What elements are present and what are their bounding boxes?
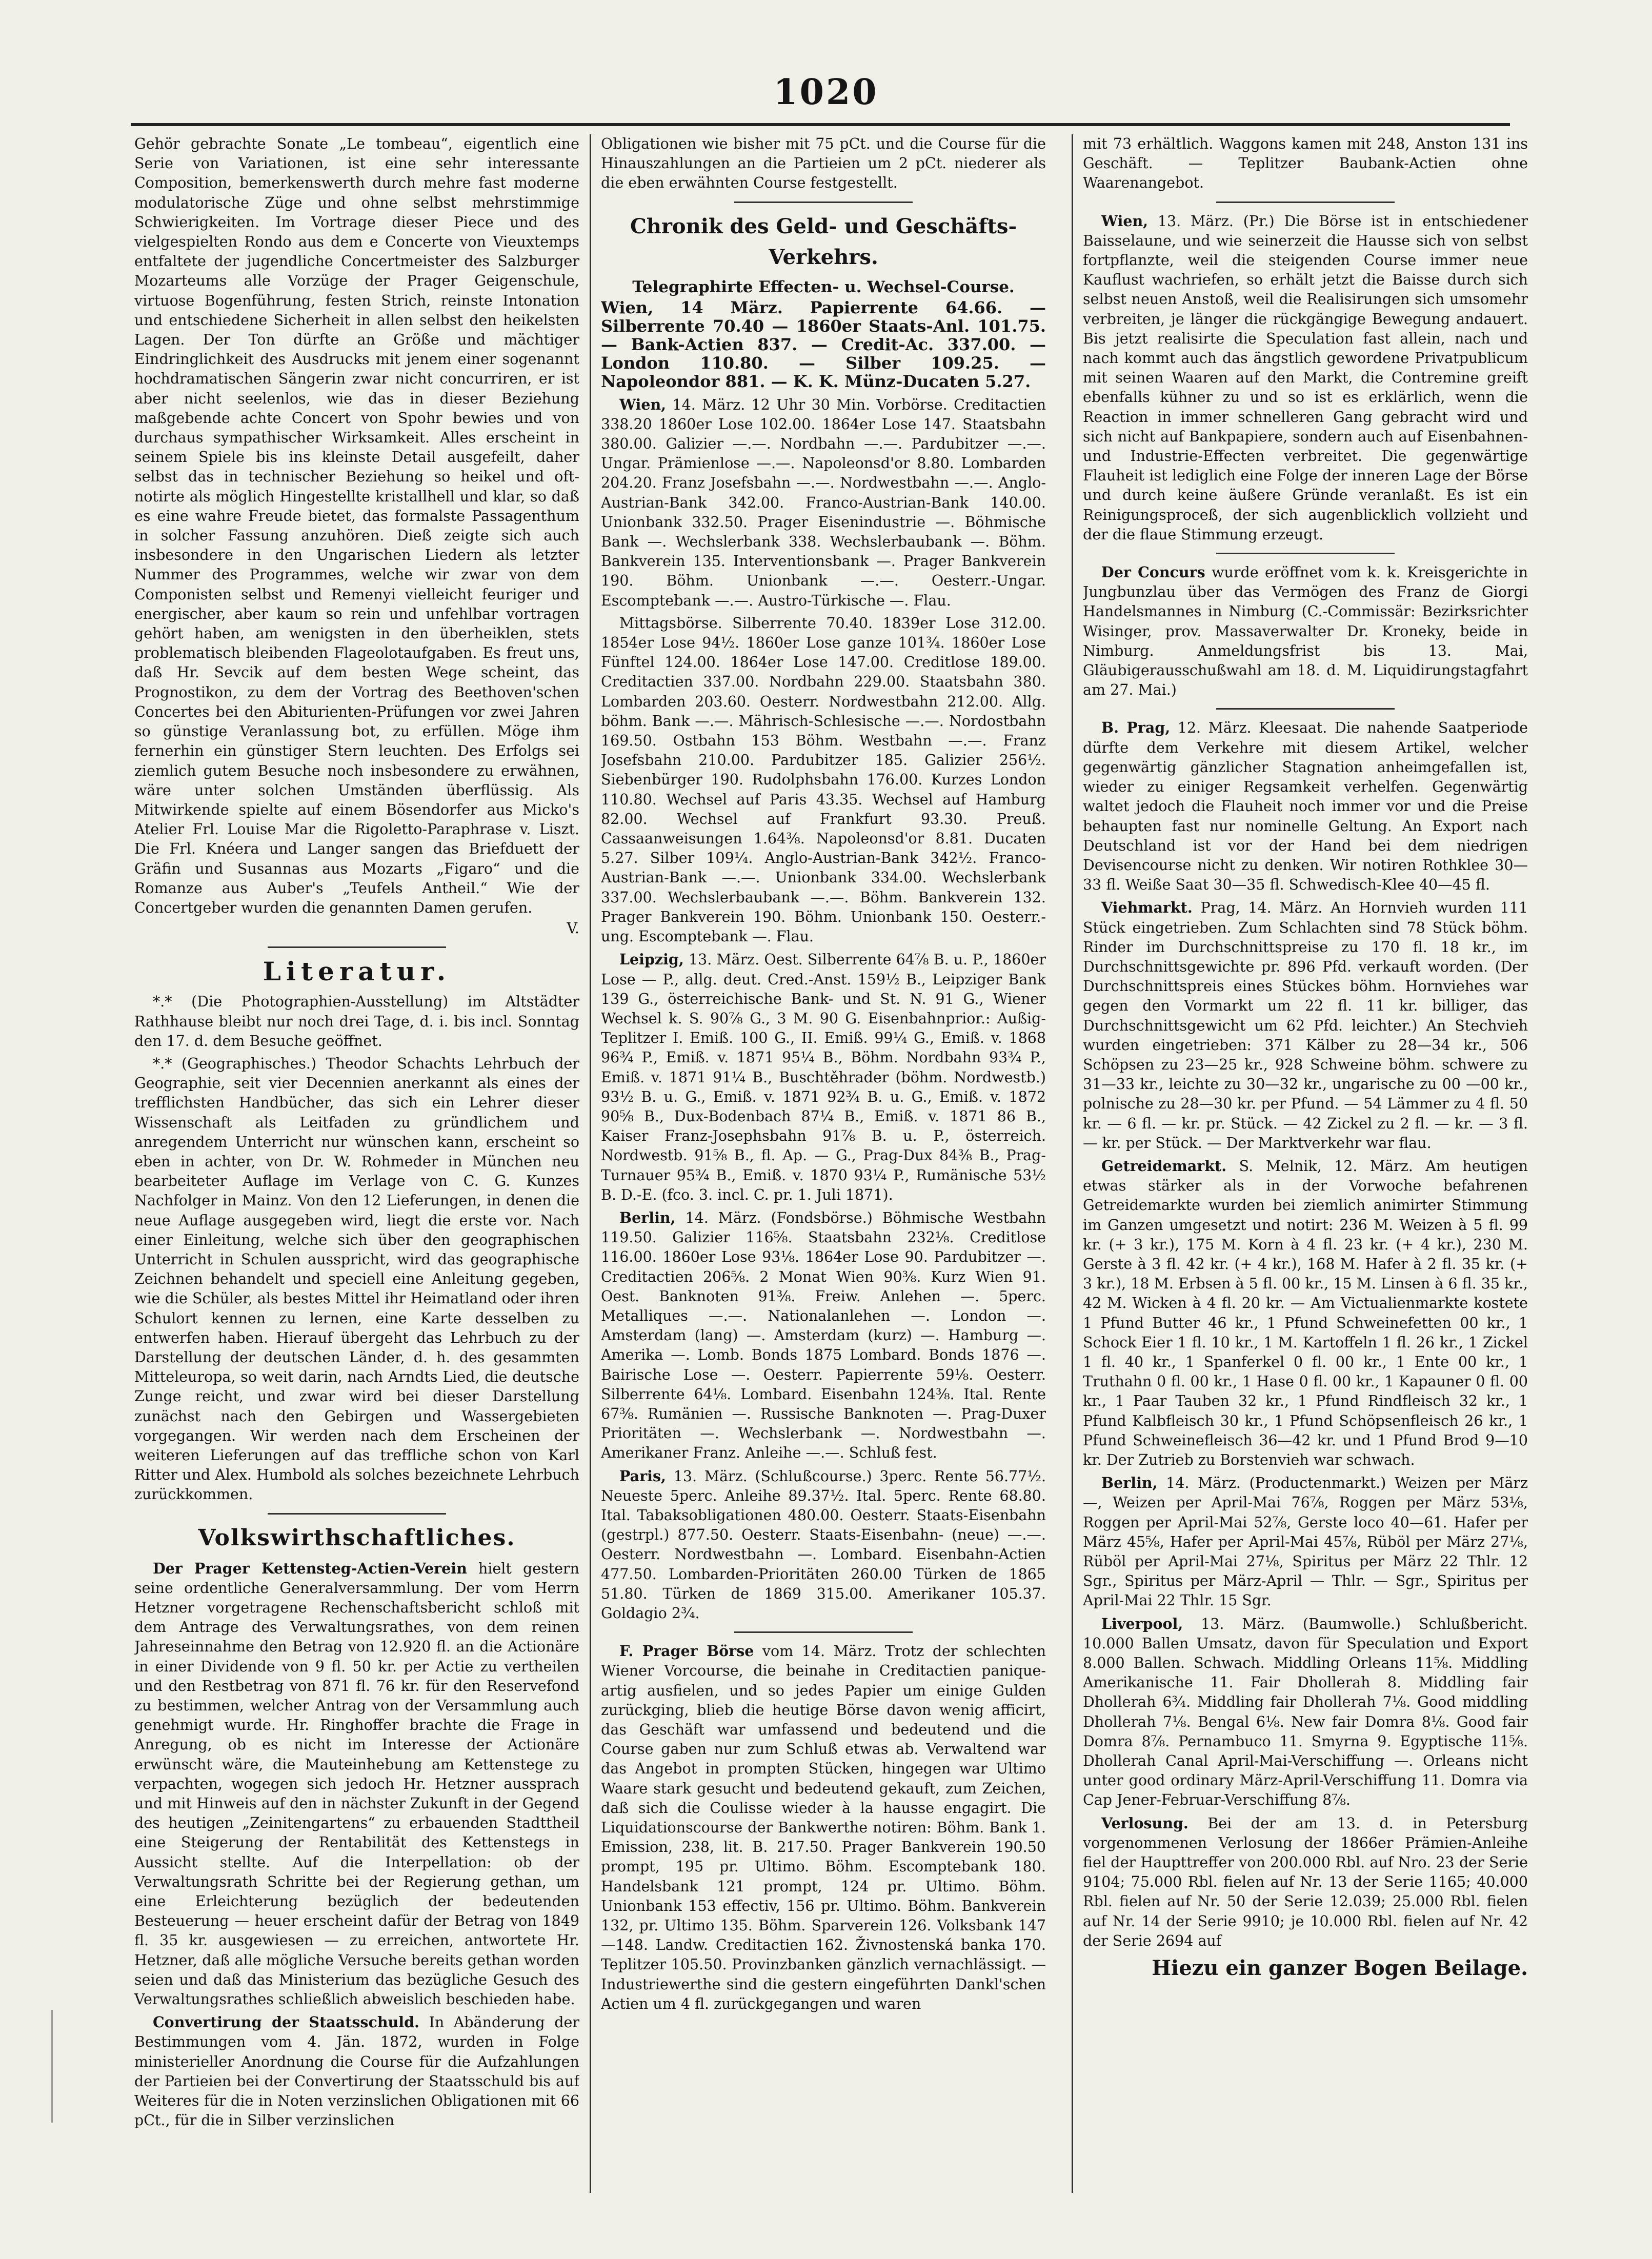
column-2 [601,134,1046,2198]
liverpool-heading: Liverpool, [1101,1615,1183,1632]
paris-courses: 13. März. (Schlußcourse.) 3perc. Rente 56.77½. Neueste 5perc. Anleihe 89.37½. Ital. 5perc. Rente 68.80. Ital. Tabaksobligationen 480.00. Oesterr. Staats-Eisenbahn (gestrpl.) 877.50. Oesterr. Staats-Eisenbahn- (neue) —.—. Oesterr. Nordwestbahn —. Lombard. Eisenbahn-Actien 477.50. Lombarden-Prioritäten 260.00 Türken de 1865 51.80. Türken de 1869 315.00. Amerikaner 105.37. Goldagio 2¾. [601,1467,1046,1622]
berlin-producten-heading: Berlin, [1101,1474,1158,1492]
berlin-heading: Berlin, [619,1208,676,1226]
leipzig-heading: Leipzig, [619,951,684,969]
viehmarkt-text: Prag, 14. März. An Hornvieh wurden 111 Stück eingetrieben. Zum Schlachten sind 78 Stück böhm. Rinder im Durchschnittspreise zu 170 fl. 18 kr., im Durchschnittsgewichte pr. 896 Pfd. verkauft worden. (Der Durchschnittspreis eines Stückes böhm. Hornviehes war gegen den Vormarkt um 22 fl. 11 kr. billiger, das Durchschnittsgewicht um 62 Pfd. leichter.) An Stechvieh wurden eingetrieben: 371 Kälber zu 28—34 kr., 506 Schöpsen zu 23—25 kr., 928 Schweine böhm. schwere zu 31—33 kr., leichte zu 30—32 kr., ungarische zu 00 —00 kr., polnische zu 28—30 kr. per Pfund. — 54 Lämmer zu 4 fl. 50 kr. — 6 fl. — kr. pr. Stück. — 42 Zickel zu 2 fl. — kr. — 3 fl. — kr. per Stück. — Der Marktverkehr war flau. [1083,899,1528,1152]
divider [268,946,446,948]
kettensteg-heading: Der Prager Kettensteg-Actien-Verein [153,1559,467,1577]
divider [1216,201,1394,203]
verlosung-heading: Verlosung. [1101,1814,1188,1832]
kleesaat-heading: B. Prag, [1101,719,1171,737]
column-1 [134,134,579,2198]
berlin-productenmarkt: 14. März. (Productenmarkt.) Weizen per März —, Weizen per April-Mai 76⅞, Roggen per März 53⅛, Roggen per April-Mai 52⅞, Gerste loco 40—61. Hafer per März 45⅝, Hafer per April-Mai 45⅞, Rüböl per März 27⅛, Rüböl per April-Mai 27⅛, Spiritus per März 22 Thlr. 12 Sgr., Spiritus per März-April — Thlr. — Sgr., Spiritus per April-Mai 22 Thlr. 15 Sgr. [1083,1475,1528,1609]
volkswirthschaft-heading: Volkswirthschaftliches. [198,1524,516,1551]
viehmarkt-heading: Viehmarkt. [1101,899,1193,917]
telegraph-heading: Telegraphirte Effecten- u. Wechsel-Course. [632,277,1015,296]
kleesaat-text: 12. März. Kleesaat. Die nahende Saatperiode dürfte dem Verkehre mit diesem Artikel, welcher gegenwärtig gänzlicher Stagnation anheimgefallen ist, wieder zu einiger Regsamkeit verhelfen. Gegenwärtig waltet jedoch die Flauheit noch immer vor und die Preise behaupten fast nur nominelle Geltung. An Export nach Deutschland ist vor der Hand bei dem niedrigen Devisencourse nicht zu denken. Wir notiren Rothklee 30—33 fl. Weiße Saat 30—35 fl. Schwedisch-Klee 40—45 fl. [1083,719,1528,894]
paris-heading: Paris, [619,1467,666,1485]
berlin-fondsboerse: 14. März. (Fondsbörse.) Böhmische Westbahn 119.50. Galizier 116⅝. Staatsbahn 232⅛. Creditlose 116.00. 1860er Lose 93⅛. 1864er Lose 90. Pardubitzer —. Creditactien 206⅝. 2 Monat Wien 90⅜. Kurz Wien 91. Oest. Banknoten 91⅜. Freiw. Anlehen —. 5perc. Metalliques —.—. Nationalanlehen —. London —. Amsterdam (lang) —. Amsterdam (kurz) —. Hamburg —. Amerika —. Lomb. Bonds 1875 Lombard. Bonds 1876 —. Bairische Lose —. Oesterr. Papierrente 59⅛. Oesterr. Silberrente 64⅛. Lombard. Eisenbahn 124⅜. Ital. Rente 67⅜. Rumänien —. Russische Banknoten —. Prag-Duxer Prioritäten —. Wechslerbank —. Nordwestbahn —. Amerikaner Franz. Anleihe —.—. Schluß fest. [601,1209,1046,1462]
header-rule [131,123,1510,126]
supplement-note: Hiezu ein ganzer Bogen Beilage. [1152,1956,1528,1981]
leipzig-courses: 13. März. Oest. Silberrente 64⅞ B. u. P., 1860er Lose — P., allg. deut. Cred.-Anst. 159½ B., Leipziger Bank 139 G., österreichische Bank- und St. N. 91 G., Wiener Wechsel k. S. 90⅞ G., 3 M. 90 G. Eisenbahnprior.: Außig-Teplitzer I. Emiß. 100 G., II. Emiß. 99¼ G., Emiß. v. 1868 96¾ P., Emiß. v. 1871 95¼ B., Böhm. Nordbahn 93¾ P., Emiß. v. 1871 91¼ B., Buschtěhrader (böhm. Nordwestb.) 93½ B. u. G., Emiß. v. 1871 92¾ B. u. G., Emiß. v. 1872 90⅝ B., Dux-Bodenbach 87¼ B., Emiß. v. 1871 86 B., Kaiser Franz-Josephsbahn 91⅞ B. u. P., österreich. Nordwestb. 91⅝ B., fl. Ap. — G., Prag-Dux 84⅜ B., Prag-Turnauer 95¾ B., Emiß. v. 1870 93¼ P., Rumänische 53½ B. D.-E. (fco. 3. incl. C. pr. 1. Juli 1871). [601,951,1046,1203]
wien-report-heading: Wien, [1101,212,1149,230]
divider [734,201,912,203]
liverpool-report: 13. März. (Baumwolle.) Schlußbericht. 10.000 Ballen Umsatz, davon für Speculation und Export 8.000 Ballen. Schwach. Middling Orleans 11⅝. Middling Amerikanische 11. Fair Dhollerah 8. Middling fair Dhollerah 6¾. Middling fair Dhollerah 7⅛. Good middling Dhollerah 7⅛. Bengal 6⅛. New fair Domra 8⅛. Good fair Domra 8⅞. Pernambuco 11. Smyrna 9. Egyptische 11⅝. Dhollerah Canal April-Mai-Verschiffung —. Orleans nicht unter good ordinary März-April-Verschiffung 11. Domra via Cap Jener-Februar-Verschiffung 8⅞. [1083,1615,1528,1809]
wien-report: 13. März. (Pr.) Die Börse ist in entschiedener Baisselaune, und wie seinerzeit die Hausse sich von selbst fortpflanzte, weil die steigenden Course immer neue Kauflust wachriefen, so erhält jetzt die Baisse durch sich selbst neuen Anstoß, weil die Realisirungen sich umsomehr verbreiten, je länger die rückgängige Bewegung andauert. Bis jetzt realisirte die Speculation fast allein, nach und nach kommt auch das ängstlich gewordene Privatpublicum mit seinen Waaren auf den Markt, die Contremine greift ebenfalls kühner zu und so ist es erklärlich, wenn die Reaction in immer schnelleren Gang gebracht wird und sich nicht auf Bankpapiere, sondern auch auf Eisenbahnen- und Industrie-Effecten verbreitet. Die gegenwärtige Flauheit ist lediglich eine Folge der inneren Lage der Börse und durch keine äußere Gründe veranlaßt. Es ist ein Reinigungsproceß, der sich augenblicklich vollzieht und der die flaue Stimmung erzeugt. [1083,212,1528,543]
literatur-item-2: *.* (Geographisches.) Theodor Schachts Lehrbuch der Geographie, seit vier Decennien anerkannt als eines der trefflichsten Handbücher, das sich ein Lehrer dieser Wissenschaft als Leitfaden zu gründlichem und anregendem Unterricht nur wünschen kann, erscheint so eben in achter, von Dr. W. Rohmeder in München neu bearbeiteter Auflage im Verlage von C. G. Kunzes Nachfolger in Mainz. Von den 12 Lieferungen, in denen die neue Auflage ausgegeben wird, liegt die erste vor. Nach einer Einleitung, welche sich über den geographischen Unterricht in Schulen ausspricht, wird das geographische Zeichnen behandelt und speciell eine Anleitung gegeben, wie die Schüler, als bestes Mittel ihr Heimatland oder ihren Schulort kennen zu lernen, eine Karte desselben zu entwerfen haben. Hierauf übergeht das Lehrbuch zu der Darstellung der deutschen Länder, d. h. des gesammten Mitteleuropa, so weit darin, nach Arndts Lied, die deutsche Zunge reicht, und zwar wird bei dieser Darstellung zunächst nach den Gebirgen und Wassergebieten vorgegangen. Wir werden nach dem Erscheinen der weiteren Lieferungen auf das treffliche schon von Karl Ritter und Alex. Humbold als solches bezeichnete Lehrbuch zurückkommen. [134,1055,579,1503]
getreidemarkt-text: S. Melnik, 12. März. Am heutigen etwas stärker als in der Vorwoche befahrenen Getreidemarkte wurden bei ziemlich animirter Stimmung im Ganzen umgesetzt und notirt: 236 M. Weizen à 5 fl. 99 kr. (+ 3 kr.), 175 M. Korn à 4 fl. 23 kr. (+ 4 kr.), 230 M. Gerste à 3 fl. 42 kr. (+ 4 kr.), 168 M. Hafer à 2 fl. 35 kr. (+ 3 kr.), 18 M. Erbsen à 5 fl. 00 kr., 15 M. Linsen à 6 fl. 35 kr., 42 M. Wicken à 4 fl. 20 kr. — Am Victualienmarkte kostete 1 Pfund Butter 46 kr., 1 Pfund Schweinefetten 00 kr., 1 Schock Eier 1 fl. 10 kr., 1 M. Kartoffeln 1 fl. 26 kr., 1 Zickel 1 fl. 40 kr., 1 Spanferkel 0 fl. 00 kr., 1 Ente 00 kr., 1 Truthahn 0 fl. 00 kr., 1 Hase 0 fl. 00 kr., 1 Kapauner 0 fl. 00 kr., 1 Paar Tauben 32 kr., 1 Pfund Rindfleisch 32 kr., 1 Pfund Kalbfleisch 30 kr., 1 Pfund Schöpsenfleisch 26 kr., 1 Pfund Schweinefleisch 36—42 kr. und 1 Pfund Brod 9—10 kr. Der Zutrieb zu Borstenvieh war schwach. [1083,1157,1528,1468]
prager-boerse-continued: mit 73 erhältlich. Waggons kamen mit 248, Anston 131 ins Geschäft. — Teplitzer Baubank-Actien ohne Waarenangebot. [1083,135,1528,192]
column-rule [590,134,591,2193]
convertirung-article [134,2012,579,2130]
getreidemarkt-heading: Getreidemarkt. [1101,1157,1227,1175]
convertirung-heading: Convertirung der Staatsschuld. [153,2013,419,2031]
scan-margin-mark [51,2010,53,2123]
concert-review: Gehör gebrachte Sonate „Le tombeau“, eigentlich eine Serie von Variationen, ist eine sehr interessante Composition, bemerkenswerth durch mehre fast moderne modulatorische Züge und ohne selbst mehrstimmige Schwierigkeiten. Im Vortrage dieser Piece und des vielgespielten Rondo aus dem e Concerte von Vieuxtemps entfaltete der jugendliche Concertmeister des Salzburger Mozarteums alle Vorzüge der Prager Geigenschule, virtuose Bogenführung, festen Strich, reinste Intonation und entschiedene Sicherheit in allen selbst den heikelsten Lagen. Der Ton dürfte an Größe und mächtiger Eindringlichkeit des Ausdrucks mit jenem einer sogenannt hochdramatischen Sängerin zwar nicht concurriren, er ist aber nicht seelenlos, wie das in dieser Beziehung maßgebende achte Concert von Spohr bewies und von durchaus sympathischer Wirksamkeit. Alles erscheint in seinem Spiele bis ins kleinste Detail ausgefeilt, daher selbst das in technischer Beziehung so heikel und oft-notirte als möglich Hingestellte kristallhell und klar, so daß es eine wahre Freude bietet, das formalste Passagenthum in solcher Fassung anzuhören. Dieß zeigte sich auch insbesondere in den Ungarischen Liedern als letzter Nummer des Programmes, welche wir zwar von dem Componisten selbst und Remenyi vielleicht feuriger und energischer, aber kaum so rein und unfehlbar vortragen gehört haben, am wenigsten in den überheiklen, stets problematisch bleibenden Flageolotaufgaben. Es freut uns, daß Hr. Sevcik auf dem besten Wege scheint, das Prognostikon, zu dem der Vortrag des Beethoven'schen Concertes bei den Abiturienten-Prüfungen vor zwei Jahren so günstige Veranlassung bot, zu erfüllen. Möge ihm fernerhin ein günstiger Stern leuchten. Des Erfolgs sei ziemlich gutem Besuche noch insbesondere zu erwähnen, wäre unter solchen Umständen überflüssig. Als Mitwirkende spielte auf einem Bösendorfer aus Micko's Atelier Frl. Louise Mar die Rigoletto-Paraphrase v. Liszt. Die Frl. Knéera und Langer sangen das Briefduett der Gräfin und Susannas aus Mozarts „Figaro“ und die Romanze aus Auber's „Teufels Antheil.“ Wie der Concertgeber wurden die genannten Damen gerufen. [134,135,579,916]
literatur-heading: Literatur. [263,956,451,987]
convertirung-continued: Obligationen wie bisher mit 75 pCt. und die Course für die Hinauszahlungen an die Partieien um 2 pCt. niederer als die eben erwähnten Course festgestellt. [601,135,1046,192]
telegraph-courses: Wien, 14 März. Papierrente 64.66. — Silberrente 70.40 — 1860er Staats-Anl. 101.75. — Bank-Actien 837. — Credit-Ac. 337.00. — London 110.80. — Silber 109.25. — Napoleondor 881. — K. K. Münz-Ducaten 5.27. [601,297,1046,391]
prager-boerse-report: vom 14. März. Trotz der schlechten Wiener Vorcourse, die beinahe in Creditactien panique-artig ausfielen, und so jedes Papier um einige Gulden zurückging, blieb die heutige Börse davon wenig afficirt, das Geschäft war umfassend und bedeutend und die Course gaben nur zum Schluß etwas ab. Verwaltend war das Angebot in prompten Stücken, hingegen war Ultimo Waare stark gesucht und bedeutend gekauft, zum Zeichen, daß sich die Coulisse wieder à la hausse engagirt. Die Liquidationscourse der Bankwerthe notiren: Böhm. Bank 1. Emission, 238, lit. B. 217.50. Prager Bankverein 190.50 prompt, 195 pr. Ultimo. Böhm. Escomptebank 180. Handelsbank 121 prompt, 124 pr. Ultimo. Böhm. Unionbank 153 effectiv, 156 pr. Ultimo. Böhm. Bankverein 132, pr. Ultimo 135. Böhm. Sparverein 126. Volksbank 147—148. Landw. Creditactien 162. Živnostenská banka 170. Teplitzer 105.50. Provinzbanken gänzlich vernachlässigt. — Industriewerthe sind die gestern eingeführten Dankl'schen Actien um 4 fl. zurückgegangen und waren [601,1643,1046,2012]
verlosung-text: Bei der am 13. d. in Petersburg vorgenommenen Verlosung der 1866er Prämien-Anleihe fiel der Haupttreffer von 200.000 Rbl. auf Nro. 23 der Serie 9104; 75.000 Rbl. fielen auf Nr. 13 der Serie 1165; 40.000 Rbl. fielen auf Nr. 50 der Serie 12.039; 25.000 Rbl. fielen auf Nr. 14 der Serie 9910; je 10.000 Rbl. fielen auf Nr. 42 der Serie 2694 auf [1083,1814,1528,1949]
concurs-text: wurde eröffnet vom k. k. Kreisgerichte in Jungbunzlau über das Vermögen des Franz de Giorgi Handelsmannes in Nimburg (C.-Commissär: Bezirksrichter Wisinger, prov. Massaverwalter Dr. Kroneky, beide in Nimburg. Anmeldungsfrist bis 13. Mai, Gläubigerausschußwahl am 18. d. M. Liquidirungstagfahrt am 27. Mai.) [1083,564,1528,699]
divider [1216,553,1394,554]
wien-mittagsboerse: Mittagsbörse. Silberrente 70.40. 1839er Lose 312.00. 1854er Lose 94½. 1860er Lose ganze 101¾. 1860er Lose Fünftel 124.00. 1864er Lose 147.00. Creditlose 189.00. Creditactien 337.00. Nordbahn 229.00. Staatsbahn 380. Lombarden 203.60. Oesterr. Nordwestbahn 212.00. Allg. böhm. Bank —.—. Mährisch-Schlesische —.—. Nordostbahn 169.50. Ostbahn 153 Böhm. Westbahn —.—. Franz Josefsbahn 210.00. Pardubitzer 185. Galizier 256½. Siebenbürger 190. Rudolphsbahn 176.00. Kurzes London 110.80. Wechsel auf Paris 43.35. Wechsel auf Hamburg 82.00. Wechsel auf Frankfurt 93.30. Preuß. Cassaanweisungen 1.64⅜. Napoleonsd'or 8.81. Ducaten 5.27. Silber 109¼. Anglo-Austrian-Bank 342½. Franco-Austrian-Bank —.—. Unionbank 334.00. Wechslerbank 337.00. Wechslerbaubank —.—. Böhm. Bankverein 132. Prager Bankverein 190. Böhm. Unionbank 150. Oesterr.-ung. Escomptebank —. Flau. [601,614,1046,945]
literatur-item-1: *.* (Die Photographien-Ausstellung) im Altstädter Rathhause bleibt nur noch drei Tage, d. i. bis incl. Sonntag den 17. d. dem Besuche geöffnet. [134,993,579,1050]
column-3 [1083,134,1528,2198]
wien-vorboerse: 14. März. 12 Uhr 30 Min. Vorbörse. Creditactien 338.20 1860er Lose 102.00. 1864er Lose 147. Staatsbahn 380.00. Galizier —.—. Nordbahn —.—. Pardubitzer —.—. Ungar. Prämienlose —.—. Napoleonsd'or 8.80. Lombarden 204.20. Franz Josefsbahn —.—. Nordwestbahn —.—. Anglo-Austrian-Bank 342.00. Franco-Austrian-Bank 140.00. Unionbank 332.50. Prager Eisenindustrie —. Böhmische Bank —. Wechslerbank 338. Wechslerbaubank —. Böhm. Bankverein 135. Interventionsbank —. Prager Bankverein 190. Böhm. Unionbank —.—. Oesterr.-Ungar. Escomptebank —.—. Austro-Türkische —. Flau. [601,396,1046,609]
review-signature: V. [567,920,579,937]
concurs-heading: Der Concurs [1101,563,1205,581]
page-number: 1020 [773,72,879,113]
chronik-heading: Chronik des Geld- und Geschäfts-Verkehrs. [630,214,1017,269]
convertirung-text: In Abänderung der Bestimmungen vom 4. Jän. 1872, wurden in Folge ministerieller Anordnung die Course für die Aufzahlungen der Partieien bei der Convertirung der Staatsschuld bis auf Weiteres für die in Noten verzinslichen Obligationen mit 66 pCt., für die in Silber verzinslichen [134,2014,579,2129]
prager-boerse-heading: F. Prager Börse [619,1642,754,1660]
wien-heading: Wien, [619,395,667,413]
kettensteg-article [134,1559,579,2010]
divider [268,1513,446,1515]
kettensteg-text: hielt gestern seine ordentliche Generalversammlung. Der vom Herrn Hetzner vorgetragene Rechenschaftsbericht schloß mit dem Antrage des Verwaltungsrathes, von dem reinen Jahreseinnahme den Betrag von 12.920 fl. an die Actionäre in einer Dividende von 9 fl. 50 kr. per Actie zu vertheilen und den Restbetrag von 871 fl. 76 kr. für den Reservefond zu bestimmen, welcher Antrag von der Versammlung auch genehmigt wurde. Hr. Ringhoffer brachte die Frage in Anregung, ob es nicht im Interesse der Actionäre erwünscht wäre, die Mauteinhebung am Kettenstege zu verpachten, wogegen sich jedoch Hr. Hetzner aussprach und mit Hinweis auf den in nächster Zukunft in der Gegend des heutigen „Zeinitengartens“ zu erbauenden Stadttheil eine Steigerung der Rentabilität des Kettenstegs in Aussicht stellte. Auf die Interpellation: ob der Verwaltungsrath Schritte bei der Regierung gethan, um eine Erleichterung bezüglich der bedeutenden Besteuerung — heuer erscheint dafür der Betrag von 1849 fl. 35 kr. ausgewiesen — zu erreichen, antwortete Hr. Hetzner, daß alle mögliche Versuche bereits gethan worden seien und daß das Ministerium das bezügliche Gesuch des Verwaltungsrathes schließlich abweislich beschieden habe. [134,1560,579,2008]
divider [1216,708,1394,710]
column-rule [1072,134,1073,2193]
divider [734,1631,912,1633]
